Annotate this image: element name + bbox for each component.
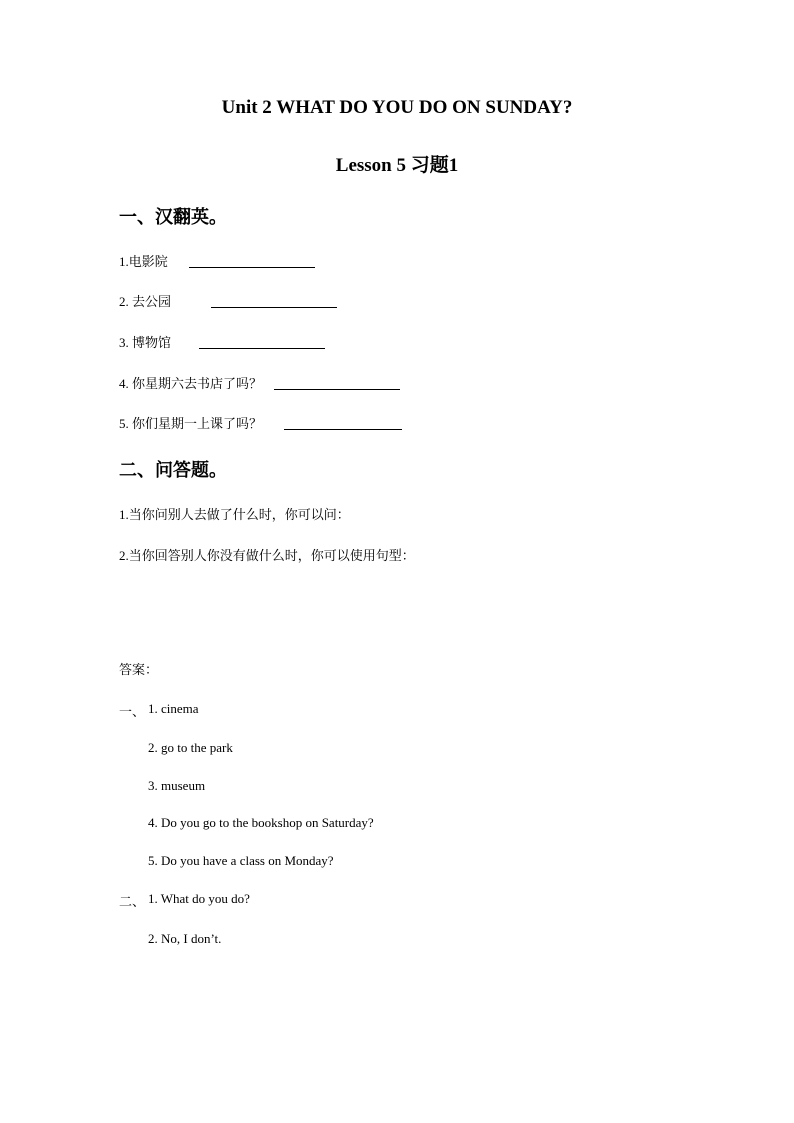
- list-item: [119, 251, 315, 270]
- question-text: 2.当你回答别人你没有做什么时，你可以使用句型：: [119, 548, 415, 563]
- answer-blank: [199, 348, 325, 349]
- list-item: [119, 545, 415, 564]
- answer-item: 1. cinema: [148, 701, 199, 716]
- answers-part2-prefix: 二、: [119, 894, 146, 909]
- answers-label: 答案：: [119, 662, 159, 677]
- question-text: 5. 你们星期一上课了吗？: [119, 416, 263, 431]
- page-subtitle: Lesson 5 习题1: [335, 155, 459, 176]
- question-text: 3. 博物馆: [119, 335, 172, 350]
- question-text: 2. 去公园: [119, 294, 172, 309]
- list-item: [119, 504, 350, 523]
- answer-item: 4. Do you go to the bookshop on Saturday?: [148, 815, 374, 830]
- answer-item: 3. museum: [148, 778, 206, 793]
- list-item: [119, 332, 325, 351]
- answer-item: 2. go to the park: [148, 740, 233, 755]
- answers-part1-prefix: 一、: [119, 704, 146, 719]
- answer-blank: [274, 389, 400, 390]
- section-heading-translate: 一、汉翻英。: [119, 207, 227, 227]
- answer-blank: [284, 429, 402, 430]
- list-item: [119, 373, 400, 392]
- page-title: Unit 2 WHAT DO YOU DO ON SUNDAY?: [221, 97, 573, 118]
- answer-item: 2. No, I don’t.: [148, 931, 222, 946]
- answer-blank: [189, 267, 315, 268]
- question-text: 1.电影院: [119, 254, 168, 269]
- question-text: 1.当你问别人去做了什么时，你可以问：: [119, 507, 350, 522]
- question-text: 4. 你星期六去书店了吗？: [119, 376, 263, 391]
- answer-item: 5. Do you have a class on Monday?: [148, 853, 334, 868]
- list-item: [119, 291, 337, 310]
- answer-item: 1. What do you do?: [148, 891, 250, 906]
- list-item: [119, 413, 402, 432]
- section-heading-qa: 二、问答题。: [119, 460, 227, 480]
- answer-blank: [211, 307, 337, 308]
